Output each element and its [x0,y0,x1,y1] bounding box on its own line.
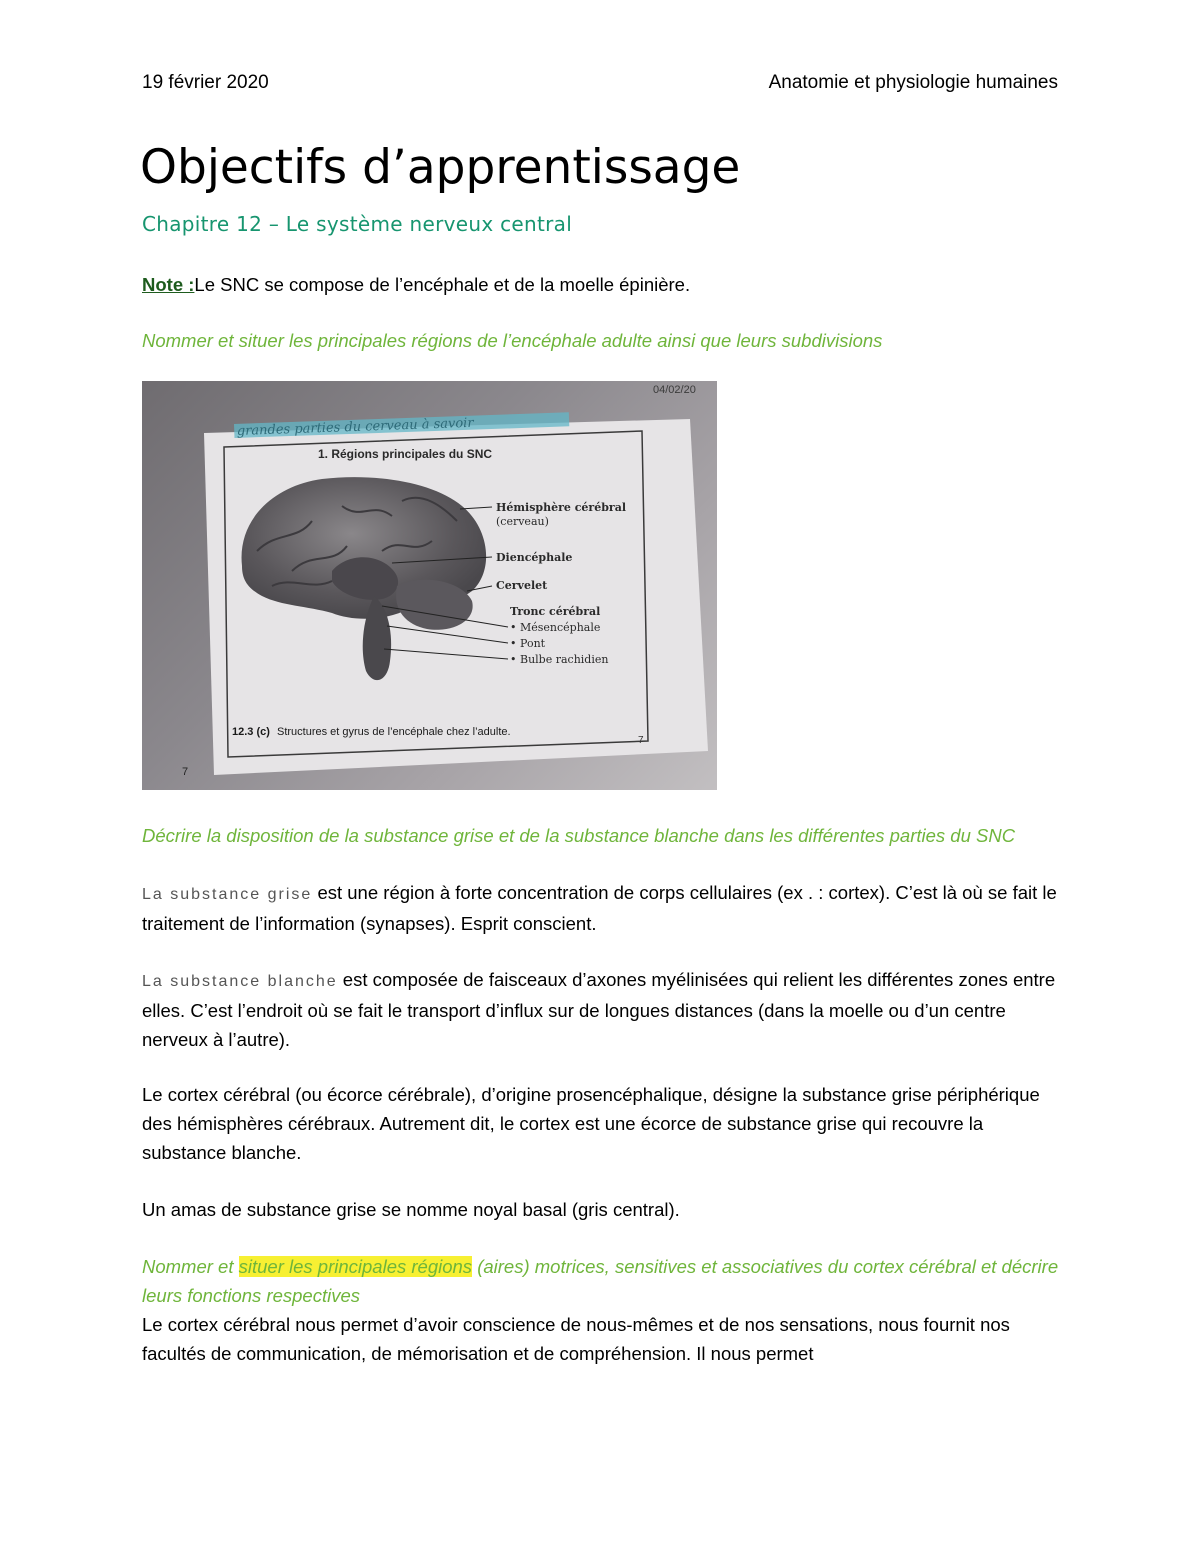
note-paragraph [142,270,1062,299]
objective-1: Nommer et situer les principales régions de l’encéphale adulte ainsi que leurs subdivisions [142,330,883,351]
objective-3 [142,1252,1062,1310]
header-date: 19 février 2020 [142,72,269,93]
substance-grise-text: est une région à forte concentration de corps cellulaires (ex . : cortex). C’est là où se fait le traitement de l’information (synapses). Esprit conscient. [142,882,1057,934]
label-bulbe: • Bulbe rachidien [510,653,609,666]
brain-figure-photo [142,381,717,790]
substance-blanche-text: est composée de faisceaux d’axones myélinisées qui relient les différentes zones entre elles. C’est l’endroit où se fait le transport d’influx sur de longues distances (dans la moelle ou d’un centre nerveux à l’autre). [142,969,1056,1050]
note-text: Le SNC se compose de l’encéphale et de la moelle épinière. [194,274,691,295]
header-course: Anatomie et physiologie humaines [768,72,1058,93]
caption-text: Structures et gyrus de l’encéphale chez l’adulte. [276,726,511,738]
cortex-paragraph: Le cortex cérébral (ou écorce cérébrale), d’origine prosencéphalique, désigne la substance grise périphérique des hémisphères cérébraux. Autrement dit, le cortex est une écorce de substance grise qui recouvre la substance blanche. [142,1084,1040,1163]
note-label: Note : [142,274,195,295]
label-tronc: Tronc cérébral [510,605,601,618]
label-diencephale: Diencéphale [496,551,573,564]
objective-3-part1: Nommer et [142,1256,239,1277]
final-paragraph: Le cortex cérébral nous permet d’avoir conscience de nous-mêmes et de nos sensations, nous fournit nos facultés de communication, de mémorisation et de compréhension. Il nous permet [142,1314,1010,1364]
objective-2: Décrire la disposition de la substance grise et de la substance blanche dans les différentes parties du SNC [142,825,1016,846]
page-title: Objectifs d’apprentissage [140,140,741,195]
label-hemisphere: Hémisphère cérébral [496,501,626,514]
amas-paragraph: Un amas de substance grise se nomme noyal basal (gris central). [142,1199,680,1220]
caption-number: 12.3 (c) [232,726,270,738]
substance-blanche-paragraph [142,965,1062,1054]
label-pont: • Pont [510,637,546,650]
substance-blanche-term: La substance blanche [142,973,338,990]
objective-3-part2: (aires) motrices, sensitives et associatives du cortex cérébral et décrire leurs fonctions respectives [142,1256,1059,1306]
objective-3-highlight: situer les principales régions [238,1256,473,1277]
substance-grise-paragraph [142,878,1062,938]
outer-page-number: 7 [182,766,189,778]
inner-page-number: 7 [638,735,644,746]
date-corner-text: 04/02/20 [653,384,696,396]
label-hemisphere-sub: (cerveau) [496,515,549,528]
chapter-heading: Chapitre 12 – Le système nerveux central [142,212,573,236]
substance-grise-term: La substance grise [142,886,313,903]
label-mesencephale: • Mésencéphale [510,621,601,634]
handwriting-text: grandes parties du cerveau à savoir [236,415,474,439]
label-cervelet: Cervelet [496,579,548,592]
figure-heading: 1. Régions principales du SNC [318,447,493,461]
